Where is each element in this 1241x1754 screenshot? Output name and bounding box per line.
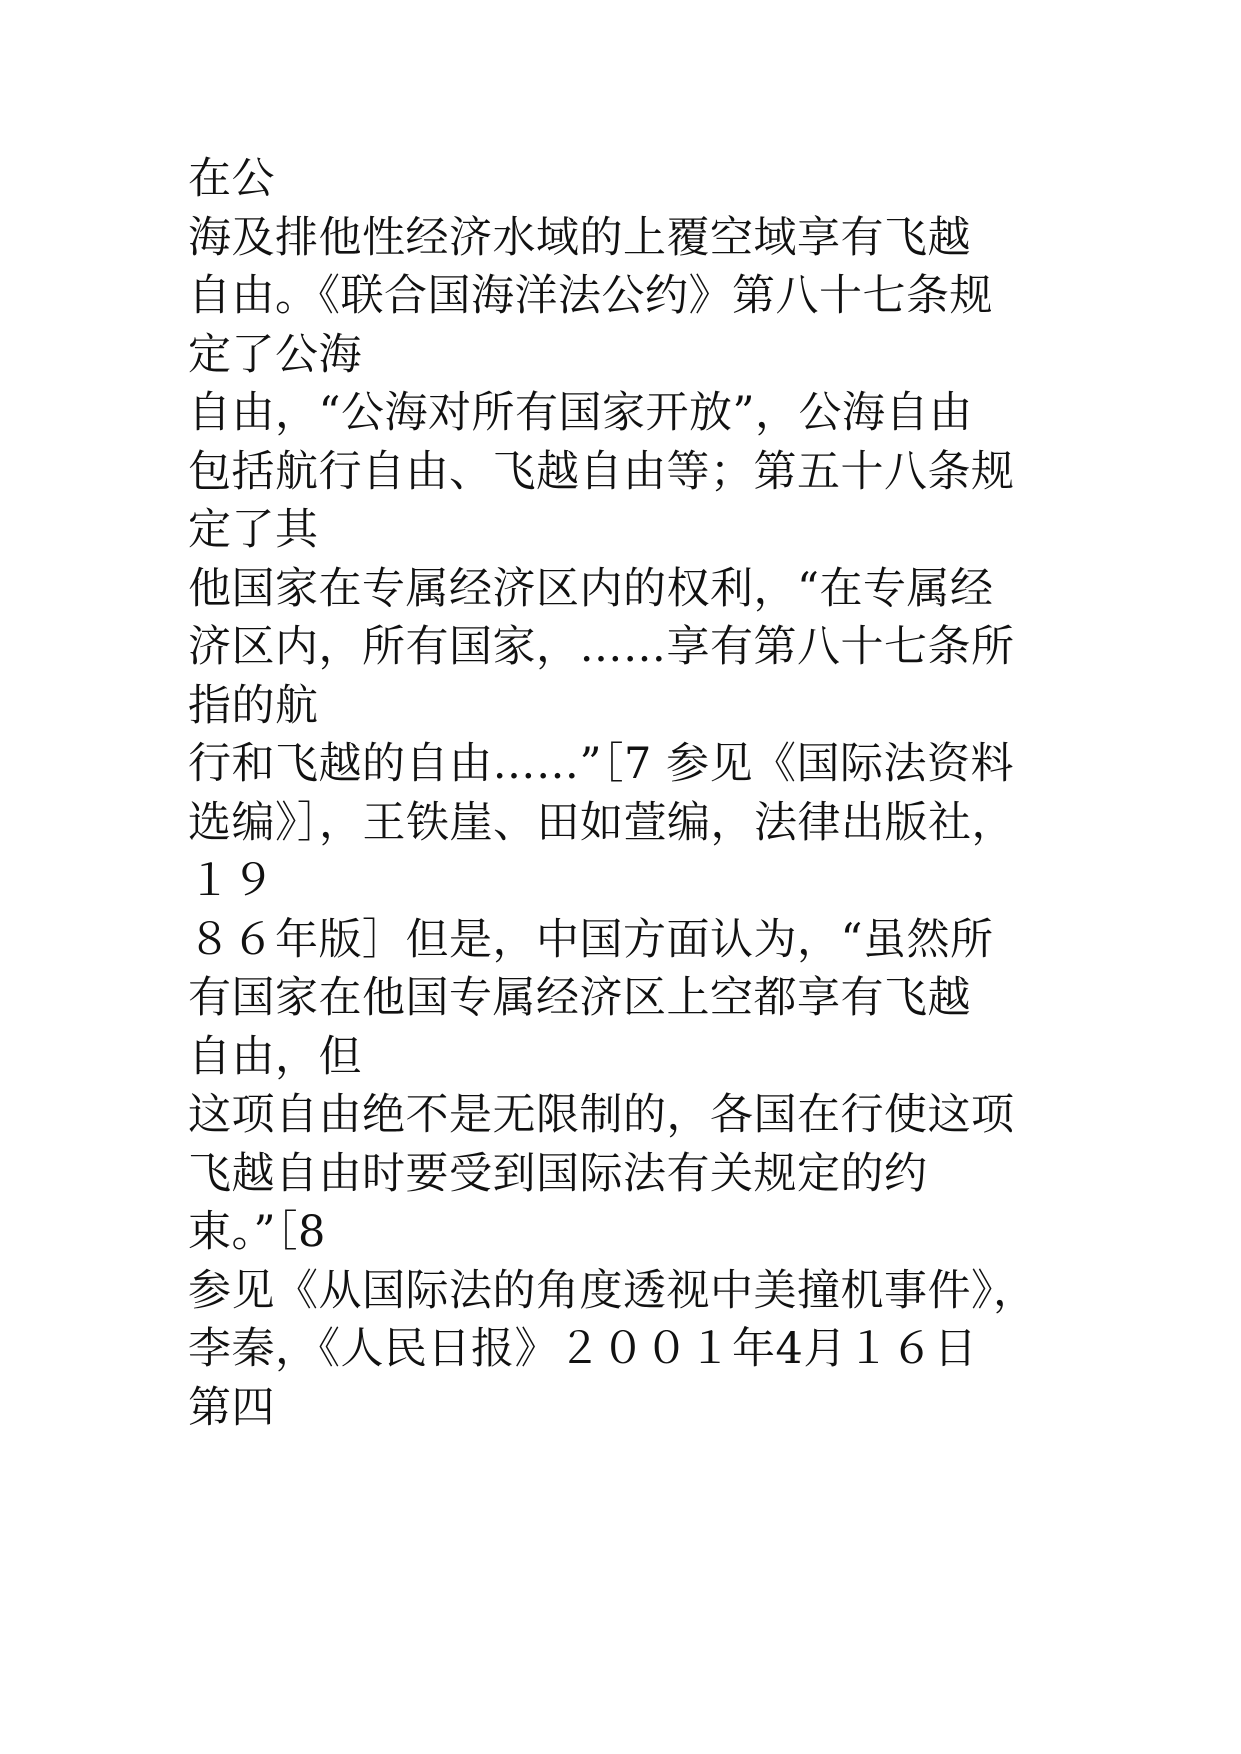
- text-line: 束。”［8: [188, 1207, 326, 1257]
- text-line: 参见《从国际法的角度透视中美撞机事件》，: [188, 1265, 1037, 1316]
- text-line: 在公: [188, 154, 275, 204]
- text-line: 定了公海: [188, 329, 362, 380]
- text-line: １９: [188, 856, 275, 906]
- text-line: 他国家在专属经济区内的权利，“在专属经: [188, 563, 994, 614]
- text-line: 有国家在他国专属经济区上空都享有飞越: [188, 973, 971, 1023]
- text-line: 自由，“公海对所有国家开放”，公海自由: [188, 388, 973, 438]
- text-line: 包括航行自由、飞越自由等；第五十八条规: [188, 446, 1015, 497]
- text-line: 第四: [188, 1382, 275, 1433]
- text-line: 自由，但: [188, 1031, 362, 1082]
- text-line: 指的航: [188, 680, 319, 731]
- text-line: 济区内，所有国家，……享有第八十七条所: [188, 622, 1015, 672]
- text-line: 海及排他性经济水域的上覆空域享有飞越: [188, 212, 971, 263]
- text-line: 李秦，《人民日报》２００１年4月１６日: [188, 1324, 978, 1374]
- text-line: 飞越自由时要受到国际法有关规定的约: [188, 1148, 928, 1199]
- text-line: 选编》］，王铁崖、田如萱编，法律出版社，: [188, 797, 1015, 848]
- text-line: 行和飞越的自由……”［7 参见《国际法资料: [188, 739, 1015, 789]
- text-line: 这项自由绝不是无限制的，各国在行使这项: [188, 1090, 1015, 1140]
- text-line: ８６年版］但是，中国方面认为，“虽然所: [188, 914, 994, 965]
- text-line: 自由。《联合国海洋法公约》第八十七条规: [188, 271, 993, 321]
- body-text: [188, 150, 1128, 1437]
- text-line: 定了其: [188, 505, 319, 555]
